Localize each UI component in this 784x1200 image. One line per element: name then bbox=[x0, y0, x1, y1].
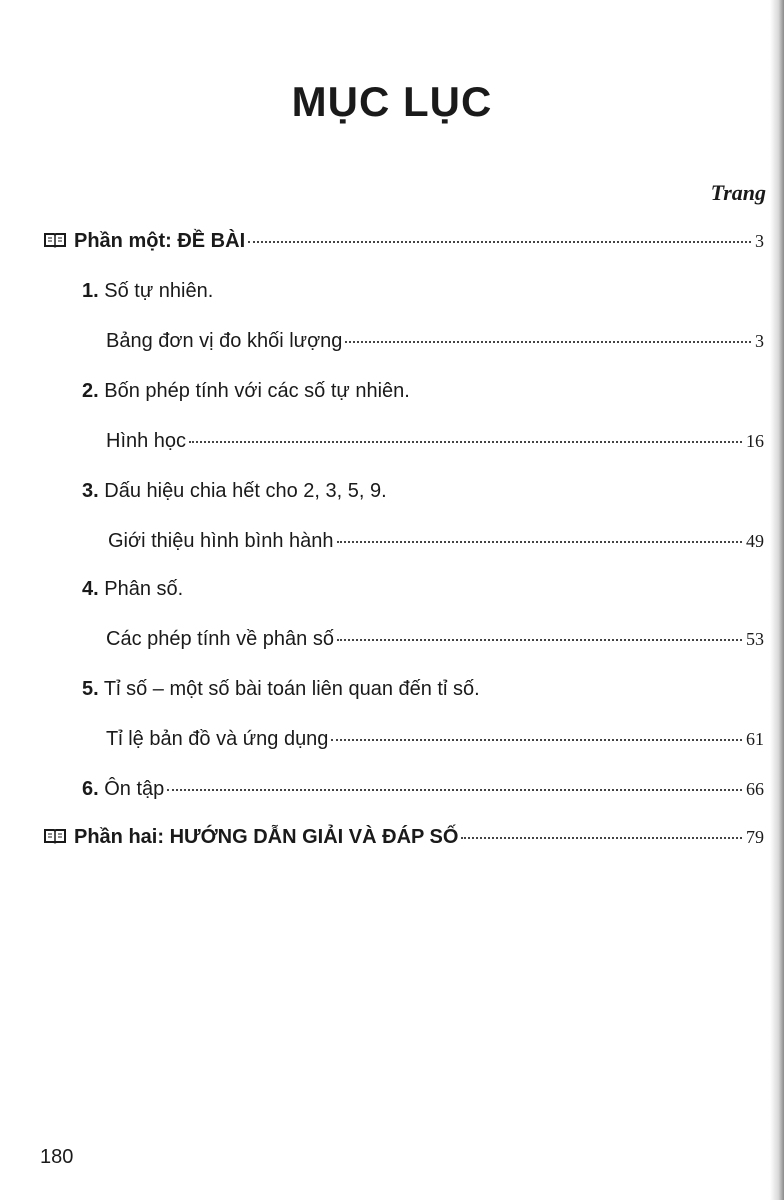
leader-dots bbox=[337, 541, 743, 543]
leader-dots bbox=[461, 837, 742, 839]
section-heading-2[interactable] bbox=[82, 380, 410, 403]
leader-dots bbox=[331, 739, 742, 741]
entry-label: Tỉ lệ bản đồ và ứng dụng bbox=[106, 728, 329, 750]
toc-entry-4[interactable] bbox=[106, 628, 764, 654]
book-icon bbox=[44, 828, 66, 844]
entry-page: 49 bbox=[746, 531, 764, 551]
part-two-prefix: Phần hai: bbox=[74, 826, 165, 848]
leader-dots bbox=[337, 639, 742, 641]
section-heading-3[interactable] bbox=[82, 480, 387, 503]
entry-label: Giới thiệu hình bình hành bbox=[108, 530, 334, 552]
section-heading-5[interactable] bbox=[82, 678, 480, 701]
part-one-page: 3 bbox=[755, 231, 764, 251]
section-number: 6. bbox=[82, 778, 99, 800]
section-number: 3. bbox=[82, 480, 99, 502]
section-heading-4[interactable] bbox=[82, 578, 183, 601]
entry-label: Hình học bbox=[106, 430, 187, 452]
toc-entry-review[interactable] bbox=[82, 778, 764, 804]
entry-page: 16 bbox=[746, 431, 764, 451]
entry-page: 53 bbox=[746, 629, 764, 649]
section-title: Bốn phép tính với các số tự nhiên. bbox=[104, 380, 410, 402]
part-one-prefix: Phần một: bbox=[74, 230, 172, 252]
entry-page: 66 bbox=[746, 779, 764, 799]
toc-entry-1[interactable] bbox=[106, 330, 764, 356]
section-number: 1. bbox=[82, 280, 99, 302]
book-icon bbox=[44, 232, 66, 248]
section-title: Số tự nhiên. bbox=[104, 280, 214, 302]
section-title: Phân số. bbox=[104, 578, 184, 600]
part-two-name: HƯỚNG DẪN GIẢI VÀ ĐÁP SỐ bbox=[169, 826, 459, 848]
page-column-header: Trang bbox=[710, 180, 766, 205]
section-title: Dấu hiệu chia hết cho 2, 3, 5, 9. bbox=[104, 480, 387, 502]
leader-dots bbox=[189, 441, 742, 443]
part-one-name: ĐỀ BÀI bbox=[177, 230, 246, 252]
leader-dots bbox=[248, 241, 751, 243]
toc-part-one[interactable] bbox=[44, 230, 764, 256]
section-number: 4. bbox=[82, 578, 99, 600]
entry-label: Ôn tập bbox=[104, 778, 165, 800]
page-number: 180 bbox=[40, 1146, 74, 1168]
toc-entry-2[interactable] bbox=[106, 430, 764, 456]
toc-entry-3[interactable] bbox=[108, 530, 764, 556]
section-heading-1[interactable] bbox=[82, 280, 213, 303]
leader-dots bbox=[167, 789, 742, 791]
entry-page: 3 bbox=[755, 331, 764, 351]
entry-label: Bảng đơn vị đo khối lượng bbox=[106, 330, 343, 352]
entry-label: Các phép tính về phân số bbox=[106, 628, 334, 650]
toc-entry-5[interactable] bbox=[106, 728, 764, 754]
part-two-page: 79 bbox=[746, 827, 764, 847]
entry-page: 61 bbox=[746, 729, 764, 749]
toc-part-two[interactable] bbox=[44, 826, 764, 852]
section-number: 5. bbox=[82, 678, 99, 700]
leader-dots bbox=[345, 341, 751, 343]
section-title: Tỉ số – một số bài toán liên quan đến tỉ số. bbox=[103, 678, 480, 700]
page-edge-shadow bbox=[770, 0, 784, 1200]
section-number: 2. bbox=[82, 380, 99, 402]
page-title: MỤC LỤC bbox=[291, 78, 493, 125]
